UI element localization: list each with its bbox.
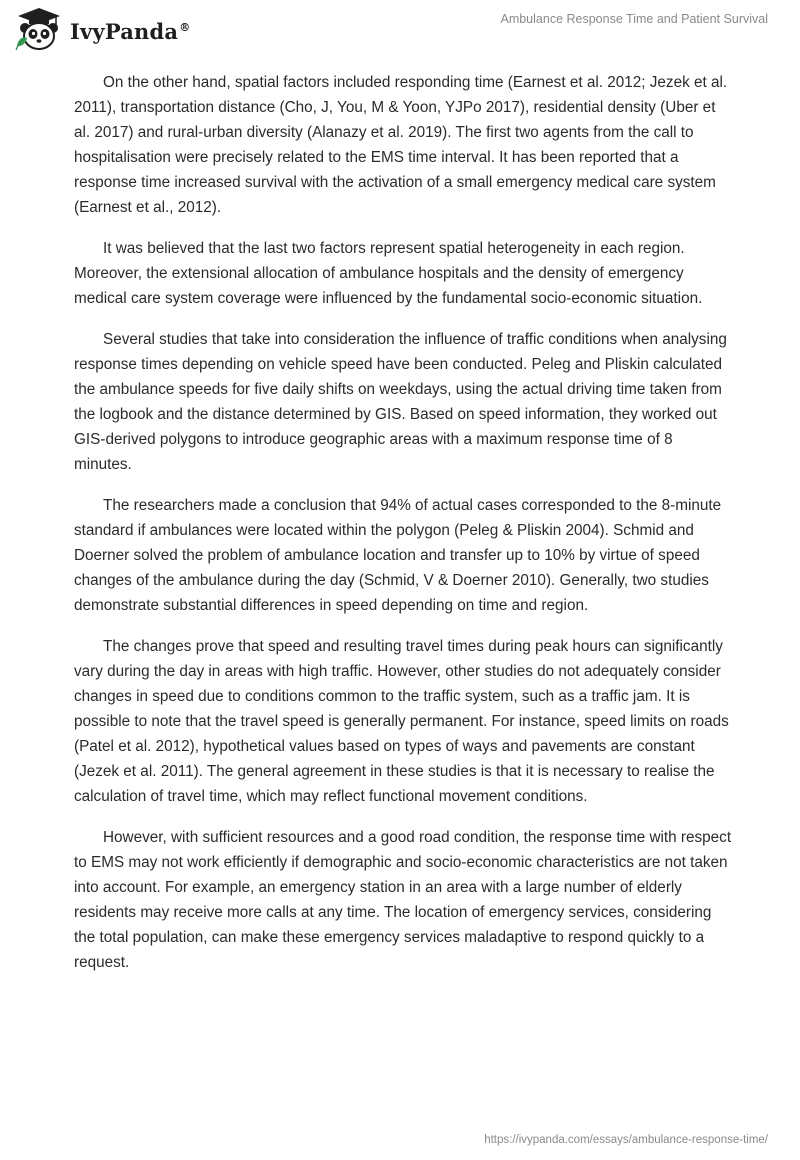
brand-name: IvyPanda® [70, 18, 191, 44]
paragraph: However, with sufficient resources and a good road condition, the response time with respect to EMS may not work efficiently if demographic and socio-economic characteristics are not taken into account. For example, an emergency station in an area with a large number of elderly residents may receive more calls at any time. The location of emergency services, considering the total population, can make these emergency services maladaptive to respond quickly to a request. [74, 829, 732, 971]
source-url-link[interactable]: https://ivypanda.com/essays/ambulance-response-time/ [484, 1134, 768, 1146]
registered-mark: ® [179, 20, 191, 34]
paragraph: The changes prove that speed and resulting travel times during peak hours can significantly vary during the day in areas with high traffic. However, other studies do not adequately consider changes in speed due to conditions common to the traffic system, such as a traffic jam. It is possible to note that the travel speed is generally permanent. For instance, speed limits on roads (Patel et al. 2012), hypothetical values based on types of ways and pavements are constant (Jezek et al. 2011). The general agreement in these studies is that it is necessary to realise the calculation of travel time, which may reflect functional movement conditions. [74, 638, 729, 805]
page-header [0, 0, 800, 60]
paragraph: On the other hand, spatial factors included responding time (Earnest et al. 2012; Jezek et al. 2011), transportation distance (Cho, J, You, M & Yoon, YJPo 2017), residential density (Uber et al. 2017) and rural-urban diversity (Alanazy et al. 2019). The first two agents from the call to hospitalisation were precisely related to the EMS time interval. It has been reported that a response time increased survival with the activation of a small emergency medical care system (Earnest et al., 2012). [74, 74, 728, 216]
paragraph: Several studies that take into consideration the influence of traffic conditions when analysing response times depending on vehicle speed have been conducted. Peleg and Pliskin calculated the ambulance speeds for five daily shifts on weekdays, using the actual driving time taken from the logbook and the distance determined by GIS. Based on speed information, they worked out GIS-derived polygons to introduce geographic areas with a maximum response time of 8 minutes. [74, 331, 727, 473]
panda-logo-icon [14, 6, 64, 52]
essay-body [74, 70, 734, 991]
brand-logo[interactable] [14, 6, 190, 52]
paragraph: The researchers made a conclusion that 94% of actual cases corresponded to the 8-minute standard if ambulances were located within the polygon (Peleg & Pliskin 2004). Schmid and Doerner solved the problem of ambulance location and transfer up to 10% by virtue of speed changes of the ambulance during the day (Schmid, V & Doerner 2010). Generally, two studies demonstrate substantial differences in speed depending on time and region. [74, 497, 722, 614]
paragraph: It was believed that the last two factors represent spatial heterogeneity in each region. Moreover, the extensional allocation of ambulance hospitals and the density of emergency medical care system coverage were influenced by the fundamental socio-economic situation. [74, 240, 703, 307]
document-title: Ambulance Response Time and Patient Survival [500, 12, 768, 26]
